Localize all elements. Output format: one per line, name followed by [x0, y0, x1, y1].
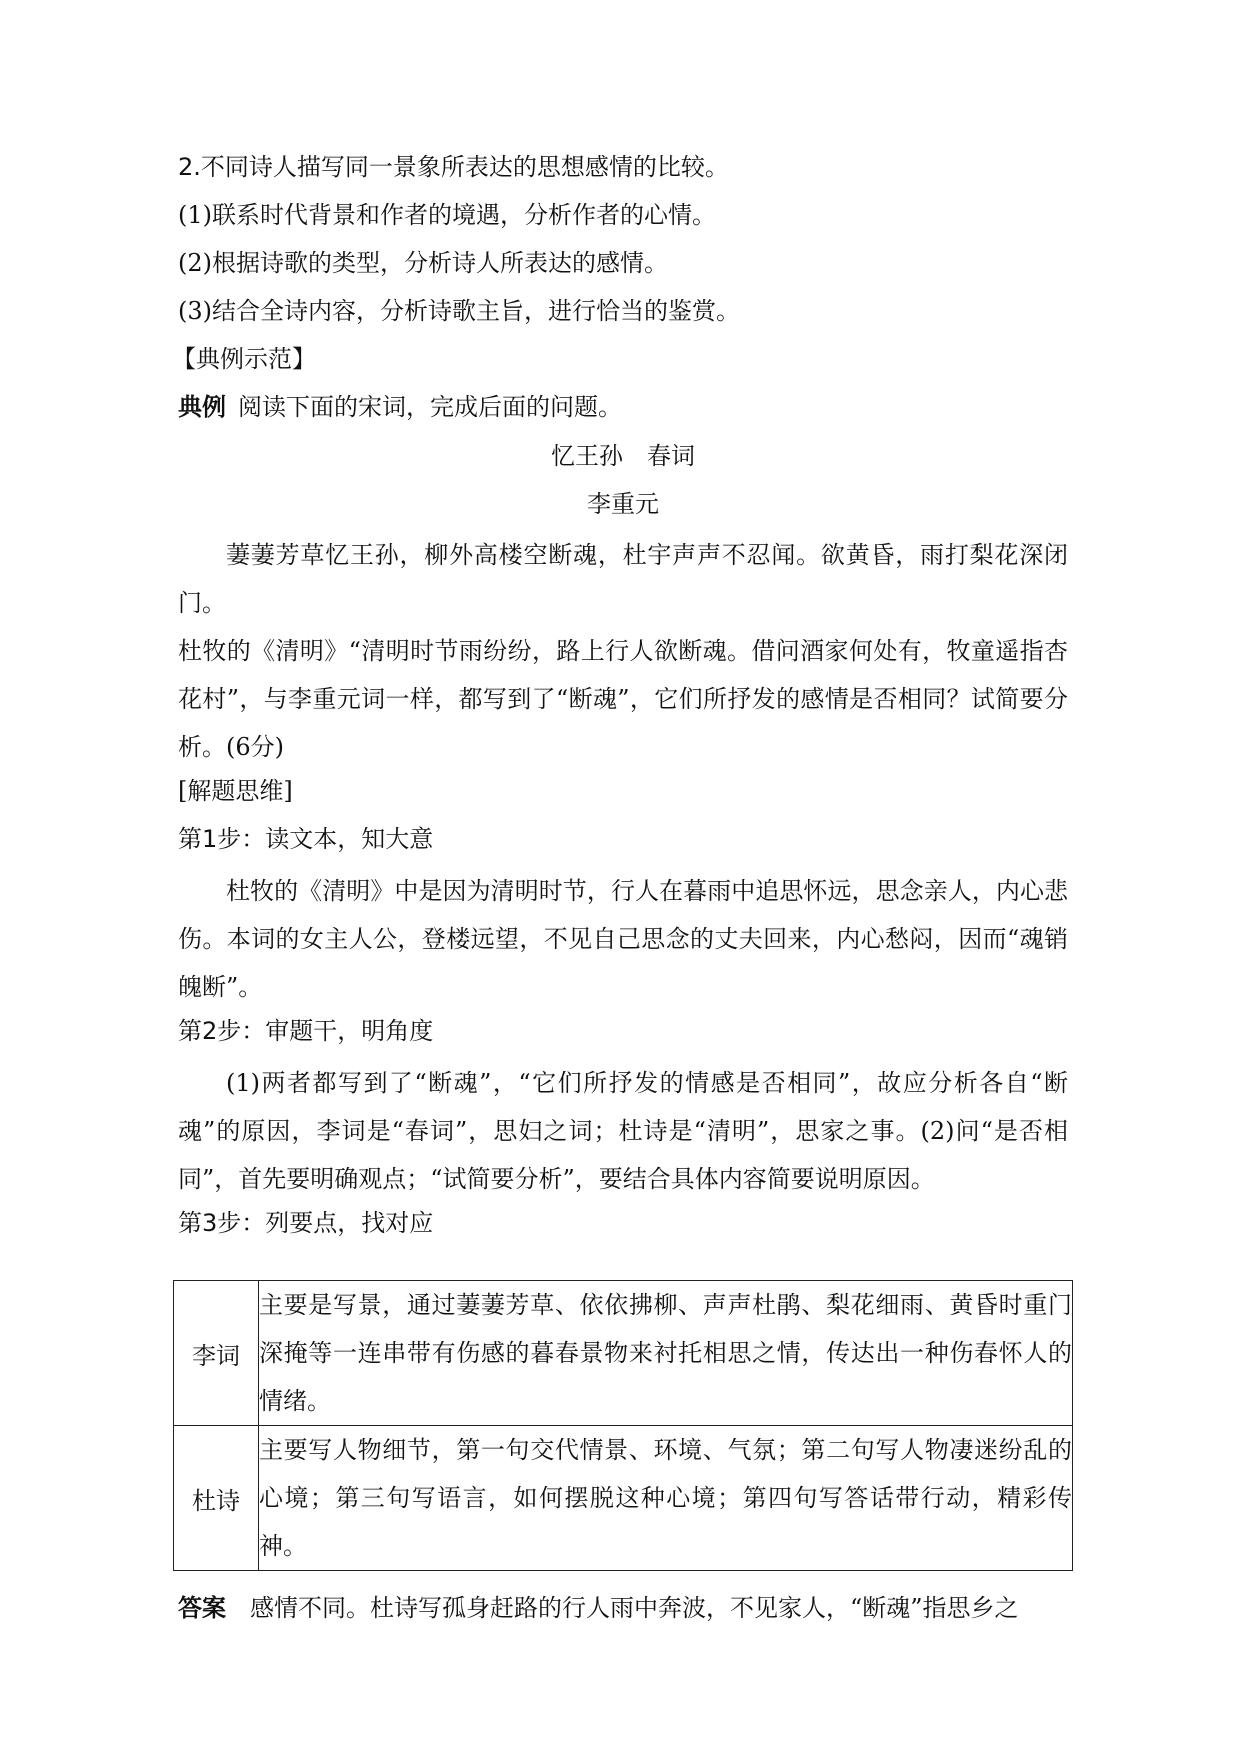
- example-prompt: 阅读下面的宋词，完成后面的问题。: [238, 393, 622, 421]
- answer-line: [178, 1592, 1019, 1624]
- example-label: 典例: [178, 393, 226, 421]
- table-row: [174, 1281, 1073, 1426]
- row-content: 主要是写景，通过萋萋芳草、依依拂柳、声声杜鹃、梨花细雨、黄昏时重门深掩等一连串带有伤感的暮春景物来衬托相思之情，传达出一种伤春怀人的情绪。: [259, 1281, 1073, 1426]
- row-content: 主要写人物细节，第一句交代情景、环境、气氛；第二句写人物凄迷纷乱的心境；第三句写语言，如何摆脱这种心境；第四句写答话带行动，精彩传神。: [259, 1426, 1073, 1571]
- example-intro: [178, 391, 622, 423]
- row-label: 李词: [174, 1281, 259, 1426]
- table-row: [174, 1426, 1073, 1571]
- thinking-label: [解题思维]: [178, 777, 293, 805]
- section-heading: 2.不同诗人描写同一景象所表达的思想感情的比较。: [178, 153, 729, 181]
- step-2-title: 第2步：审题干，明角度: [178, 1017, 434, 1045]
- method-item-2: (2)根据诗歌的类型，分析诗人所表达的感情。: [178, 249, 668, 277]
- answer-text: 感情不同。杜诗写孤身赶路的行人雨中奔波，不见家人，“断魂”指思乡之: [250, 1594, 1019, 1622]
- document-page: [172, 0, 1072, 1754]
- poem-text: 萋萋芳草忆王孙，柳外高楼空断魂，杜宇声声不忍闻。欲黄昏，雨打梨花深闭门。: [178, 541, 1068, 617]
- answer-label: 答案: [178, 1594, 226, 1622]
- comparison-table: [173, 1280, 1073, 1571]
- method-item-3: (3)结合全诗内容，分析诗歌主旨，进行恰当的鉴赏。: [178, 297, 740, 325]
- poem-author: 李重元: [587, 490, 659, 518]
- step-1-title: 第1步：读文本，知大意: [178, 825, 434, 853]
- method-item-1: (1)联系时代背景和作者的境遇，分析作者的心情。: [178, 201, 716, 229]
- poem-title: 忆王孙 春词: [551, 442, 695, 470]
- step-2-body: (1)两者都写到了“断魂”，“它们所抒发的情感是否相同”，故应分析各自“断魂”的原因，李词是“春词”，思妇之词；杜诗是“清明”，思家之事。(2)问“是否相同”，首先要明确观点；“试简要分析”，要结合具体内容简要说明原因。: [178, 1069, 1068, 1193]
- row-label: 杜诗: [174, 1426, 259, 1571]
- step-1-body: 杜牧的《清明》中是因为清明时节，行人在暮雨中追思怀远，思念亲人，内心悲伤。本词的女主人公，登楼远望，不见自己思念的丈夫回来，内心愁闷，因而“魂销魄断”。: [178, 877, 1068, 1001]
- step-3-title: 第3步：列要点，找对应: [178, 1209, 434, 1237]
- question-text: 杜牧的《清明》“清明时节雨纷纷，路上行人欲断魂。借问酒家何处有，牧童遥指杏花村”，与李重元词一样，都写到了“断魂”，它们所抒发的感情是否相同？试简要分析。(6分): [178, 637, 1068, 761]
- example-section-title: 【典例示范】: [172, 345, 316, 373]
